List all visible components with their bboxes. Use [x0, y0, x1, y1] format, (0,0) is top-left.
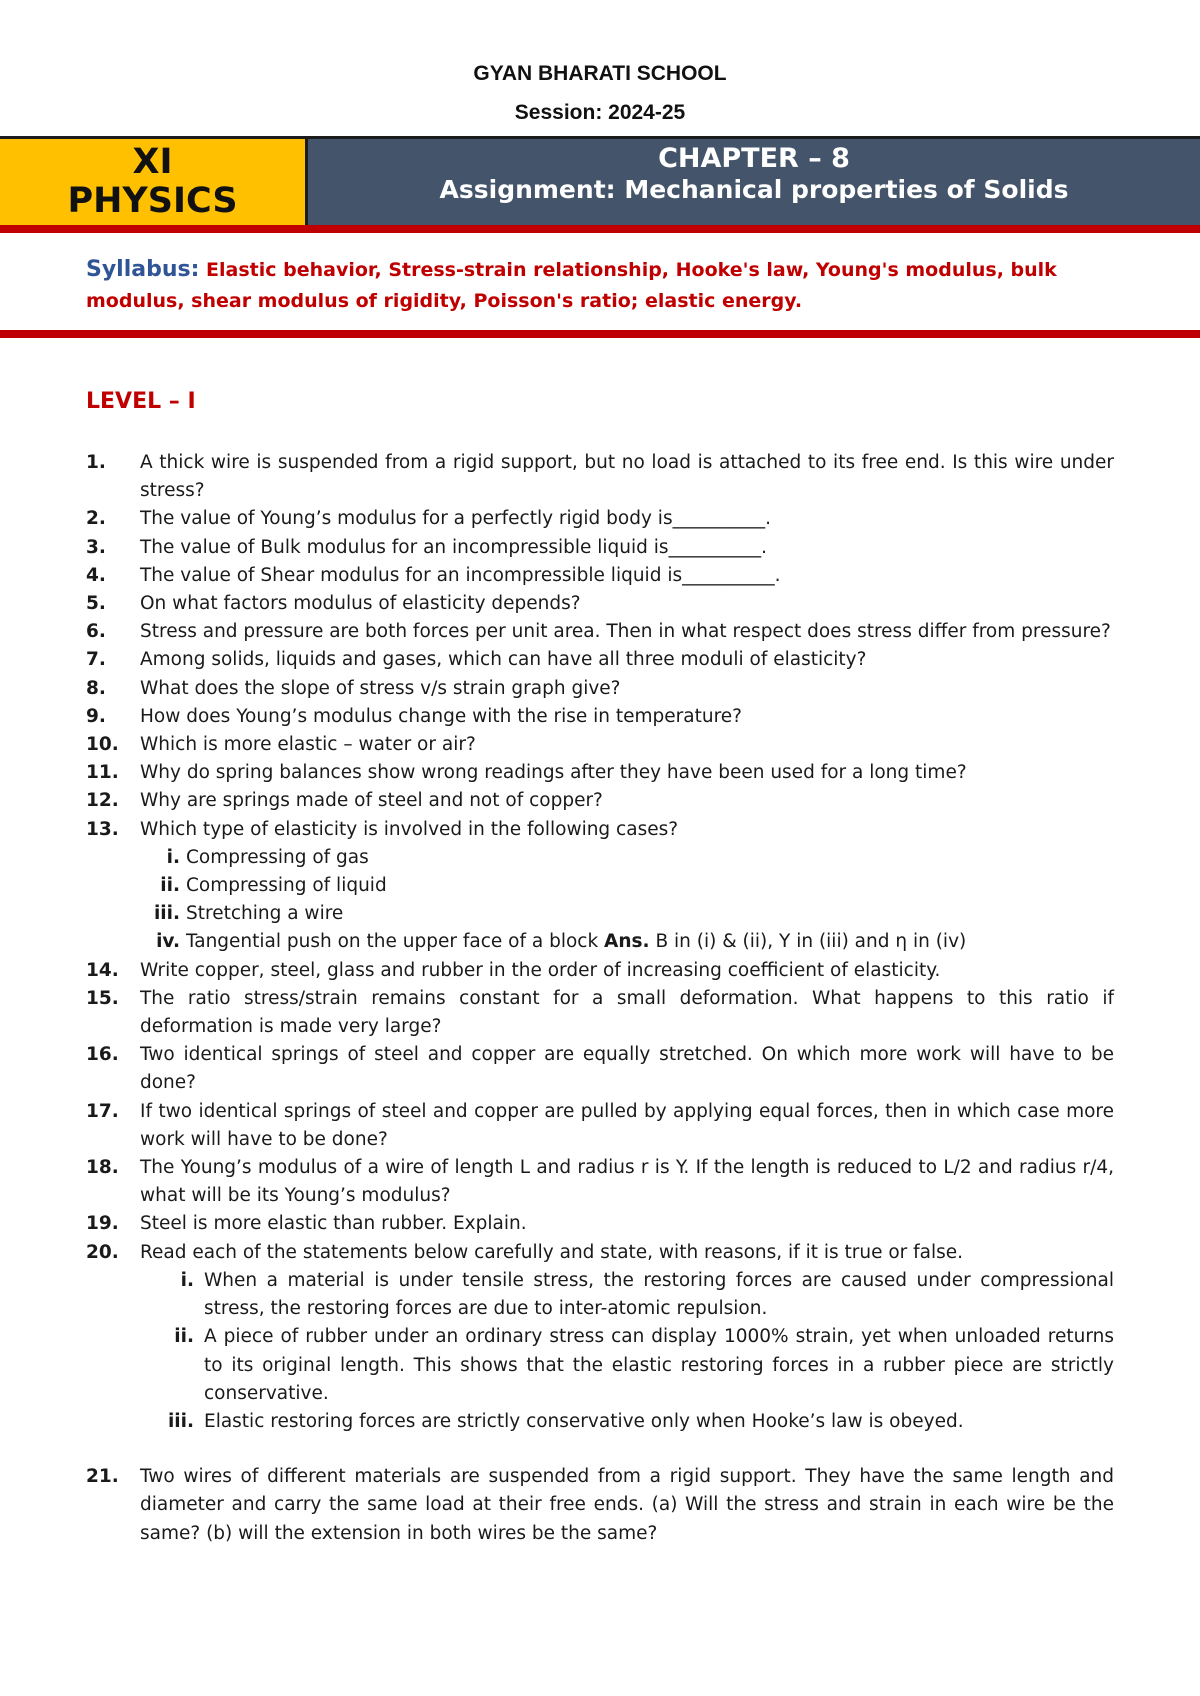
spacer — [86, 1436, 1114, 1463]
session-label: Session: 2024-25 — [514, 101, 686, 124]
sub-number: iii. — [167, 1410, 194, 1432]
question-number: 9. — [86, 705, 106, 727]
question-21 — [86, 1463, 1114, 1548]
question-number: 12. — [86, 790, 119, 812]
question-13 — [86, 816, 1114, 844]
question-number: 18. — [86, 1157, 119, 1179]
question-2 — [86, 505, 1114, 533]
question-text: On what factors modulus of elasticity depends? — [140, 593, 581, 615]
question-text: The value of Shear modulus for an incompressible liquid is__________. — [140, 564, 781, 586]
class-subject-box — [0, 139, 308, 225]
sub-question — [86, 1323, 1114, 1408]
sub-number: ii. — [160, 875, 180, 897]
syllabus — [86, 254, 1126, 317]
question-number: 5. — [86, 593, 106, 615]
syllabus-text: Elastic behavior, Stress-strain relationship, Hooke's law, Young's modulus, bulk modulus, shear modulus of rigidity, Poisson's ratio; elastic energy. — [86, 259, 1057, 312]
sub-number: i. — [180, 1269, 194, 1291]
question-text: A thick wire is suspended from a rigid support, but no load is attached to its free end. Is this wire under stress? — [140, 452, 1114, 502]
question-text: Stress and pressure are both forces per unit area. Then in what respect does stress differ from pressure? — [140, 621, 1111, 643]
red-divider-top — [0, 225, 1200, 233]
question-text: If two identical springs of steel and copper are pulled by applying equal forces, then in which case more work will have to be done? — [140, 1100, 1114, 1150]
sub-question — [86, 844, 1114, 872]
chapter-box — [308, 139, 1200, 225]
question-number: 7. — [86, 649, 106, 671]
question-text: Why are springs made of steel and not of copper? — [140, 790, 603, 812]
question-20 — [86, 1239, 1114, 1267]
red-divider-bottom — [0, 330, 1200, 338]
question-5 — [86, 590, 1114, 618]
question-number: 20. — [86, 1241, 119, 1263]
sub-question — [86, 1267, 1114, 1323]
question-text: Read each of the statements below carefully and state, with reasons, if it is true or false. — [140, 1241, 964, 1263]
assignment-title: Assignment: Mechanical properties of Solids — [439, 175, 1069, 204]
answer-label: Ans. — [604, 931, 650, 953]
question-9 — [86, 703, 1114, 731]
question-text: Write copper, steel, glass and rubber in the order of increasing coefficient of elasticity. — [140, 959, 941, 981]
sub-number: iv. — [156, 931, 180, 953]
question-text: Steel is more elastic than rubber. Explain. — [140, 1213, 527, 1235]
question-text: The value of Bulk modulus for an incompressible liquid is__________. — [140, 536, 767, 558]
question-number: 11. — [86, 762, 119, 784]
question-text: The value of Young’s modulus for a perfectly rigid body is__________. — [140, 508, 771, 530]
question-number: 1. — [86, 452, 106, 473]
sub-text-main: Tangential push on the upper face of a block — [186, 931, 605, 953]
sub-text: When a material is under tensile stress, the restoring forces are caused under compressional stress, the restoring forces are due to inter-atomic repulsion. — [204, 1269, 1114, 1320]
question-text: The ratio stress/strain remains constant for a small deformation. What happens to this ratio if deformation is made very large? — [140, 987, 1114, 1038]
question-text: Two identical springs of steel and copper are equally stretched. On which more work will have to be done? — [140, 1044, 1114, 1094]
sub-question — [86, 928, 1114, 956]
subject-label: PHYSICS — [67, 181, 238, 221]
sub-number: ii. — [174, 1326, 194, 1348]
question-number: 8. — [86, 677, 106, 699]
sub-text: Stretching a wire — [186, 903, 344, 925]
header-banner — [0, 139, 1200, 225]
sub-text — [186, 928, 1114, 956]
level-heading: LEVEL – I — [86, 389, 196, 414]
question-number: 3. — [86, 536, 106, 558]
sub-text: Compressing of gas — [186, 846, 369, 868]
sub-text: Compressing of liquid — [186, 875, 387, 897]
question-number: 19. — [86, 1213, 119, 1235]
question-number: 17. — [86, 1100, 119, 1122]
sub-number: iii. — [153, 903, 180, 925]
sub-question — [86, 1408, 1114, 1436]
question-11 — [86, 759, 1114, 787]
question-number: 13. — [86, 818, 119, 840]
question-text: The Young’s modulus of a wire of length L and radius r is Y. If the length is reduced to L/2 and radius r/4, what will be its Young’s modulus? — [140, 1157, 1114, 1207]
question-text: Among solids, liquids and gases, which can have all three moduli of elasticity? — [140, 649, 867, 671]
question-number: 14. — [86, 959, 119, 981]
question-15 — [86, 985, 1114, 1041]
question-18 — [86, 1154, 1114, 1210]
question-number: 21. — [86, 1466, 119, 1488]
sub-text: A piece of rubber under an ordinary stress can display 1000% strain, yet when unloaded returns to its original length. This shows that the elastic restoring forces in a rubber piece are strictly conservative. — [204, 1326, 1114, 1404]
question-text: Why do spring balances show wrong readings after they have been used for a long time? — [140, 762, 967, 784]
sub-question — [86, 900, 1114, 928]
question-4 — [86, 562, 1114, 590]
question-8 — [86, 675, 1114, 703]
question-number: 10. — [86, 734, 119, 756]
question-list — [86, 449, 1114, 1548]
question-number: 15. — [86, 987, 119, 1009]
question-text: Two wires of different materials are suspended from a rigid support. They have the same length and diameter and carry the same load at their free ends. (a) Will the stress and strain in each wire be the same? (b) will the extension in both wires be the same? — [140, 1466, 1114, 1544]
question-7 — [86, 646, 1114, 674]
question-17 — [86, 1098, 1114, 1154]
question-16 — [86, 1041, 1114, 1097]
school-name: GYAN BHARATI SCHOOL — [473, 62, 727, 85]
answer-text: B in (i) & (ii), Y in (iii) and η in (iv) — [649, 931, 967, 953]
question-text: Which type of elasticity is involved in the following cases? — [140, 818, 679, 840]
question-6 — [86, 618, 1114, 646]
question-10 — [86, 731, 1114, 759]
sub-number: i. — [166, 846, 180, 868]
question-text: Which is more elastic – water or air? — [140, 734, 476, 756]
sub-question — [86, 872, 1114, 900]
question-number: 4. — [86, 564, 106, 586]
question-1 — [86, 449, 1114, 505]
class-label: XI — [132, 142, 173, 182]
question-text: What does the slope of stress v/s strain graph give? — [140, 677, 621, 699]
chapter-label: CHAPTER – 8 — [658, 143, 850, 174]
question-3 — [86, 534, 1114, 562]
question-text: How does Young’s modulus change with the rise in temperature? — [140, 705, 742, 727]
question-number: 16. — [86, 1044, 119, 1066]
question-number: 2. — [86, 508, 106, 530]
question-number: 6. — [86, 621, 106, 643]
question-19 — [86, 1210, 1114, 1238]
syllabus-label: Syllabus: — [86, 257, 200, 282]
sub-text: Elastic restoring forces are strictly conservative only when Hooke’s law is obeyed. — [204, 1410, 964, 1432]
question-12 — [86, 787, 1114, 815]
question-14 — [86, 957, 1114, 985]
